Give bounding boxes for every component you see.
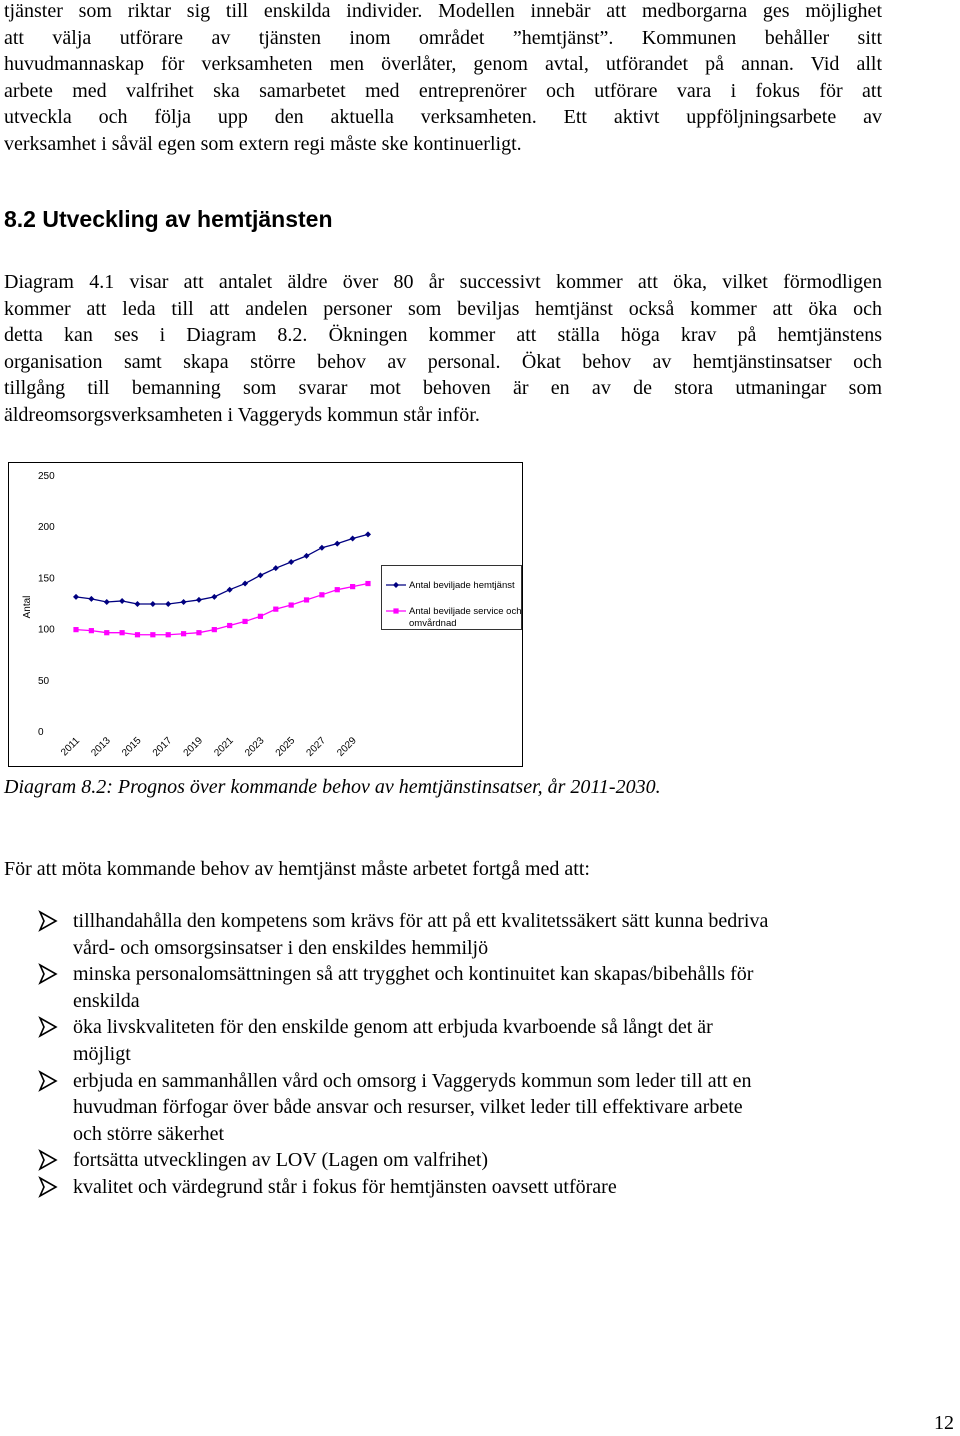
data-point (104, 630, 109, 635)
bullet-text-line: kvalitet och värdegrund står i fokus för hemtjänsten oavsett utförare (73, 1175, 617, 1198)
x-tick-label: 2019 (181, 735, 206, 759)
x-tick-label: 2015 (120, 735, 144, 759)
data-point (365, 581, 370, 586)
body-paragraph-line: tillgång till bemanning som svarar mot behoven är en av de stora utmaningar som (4, 377, 882, 400)
data-point (89, 628, 94, 633)
lead-sentence: För att möta kommande behov av hemtjänst måste arbetet fortgå med att: (4, 858, 590, 880)
figure-caption: Diagram 8.2: Prognos över kommande behov av hemtjänstinsatser, år 2011-2030. (4, 776, 661, 798)
data-point (135, 632, 140, 637)
y-tick-label: 100 (38, 624, 55, 636)
data-point (196, 630, 201, 635)
bullet-text-line: tillhandahålla den kompetens som krävs för att på ett kvalitetssäkert sätt kunna bedriva (73, 910, 769, 932)
x-tick-label: 2013 (89, 735, 113, 759)
bullet-item (0, 1174, 890, 1201)
data-point (227, 623, 232, 628)
data-point (242, 619, 247, 624)
data-point (212, 627, 217, 632)
chart-legend (382, 566, 522, 630)
data-point (319, 592, 324, 597)
data-point (73, 627, 78, 632)
body-paragraph-line: Diagram 4.1 visar att antalet äldre över 80 år successivt kommer att öka, vilket förmodligen (4, 271, 882, 293)
bullet-item (0, 1014, 890, 1067)
legend-marker (393, 608, 398, 613)
intro-paragraph-line: verksamhet i såväl egen som extern regi måste ske kontinuerligt. (4, 132, 522, 155)
bullet-list (0, 908, 890, 1201)
section-heading: 8.2 Utveckling av hemtjänsten (4, 206, 333, 232)
data-point (150, 632, 155, 637)
intro-paragraph-line: huvudmannaskap för verksamheten men överlåter, genom avtal, utförandet på annan. Vid allt (4, 53, 882, 76)
arrowhead-icon (38, 963, 58, 985)
bullet-text-line: öka livskvaliteten för den enskilde genom att erbjuda kvarboende så långt det är (73, 1016, 713, 1039)
data-point (258, 614, 263, 619)
y-axis-label: Antal (22, 595, 33, 619)
x-tick-label: 2011 (59, 735, 83, 759)
bullet-text-line: möjligt (73, 1042, 131, 1065)
chart-svg (8, 455, 528, 775)
bullet-item (0, 1147, 890, 1174)
arrowhead-icon (38, 1149, 58, 1171)
body-paragraph-line: äldreomsorgsverksamheten i Vaggeryds kommun står inför. (4, 403, 480, 426)
y-tick-label: 250 (38, 471, 55, 482)
y-tick-label: 0 (38, 727, 44, 738)
bullet-text-line: huvudman förfogar över både ansvar och resurser, vilket leder till effektivare arbete (73, 1096, 743, 1119)
bullet-text-line: erbjuda en sammanhållen vård och omsorg i Vaggeryds kommun som leder till att en (73, 1069, 752, 1092)
y-tick-label: 200 (38, 522, 55, 534)
intro-paragraph (4, 0, 882, 158)
legend-label: Antal beviljade service och omvårdnad (409, 606, 522, 629)
data-point (335, 587, 340, 592)
x-tick-label: 2029 (335, 735, 359, 759)
bullet-text-line: fortsätta utvecklingen av LOV (Lagen om valfrihet) (73, 1149, 489, 1172)
arrowhead-icon (38, 1176, 58, 1198)
y-tick-label: 150 (38, 573, 55, 585)
body-paragraph-line: organisation samt skapa större behov av personal. Ökat behov av hemtjänstinsatser och (4, 350, 882, 373)
bullet-text-line: enskilda (73, 989, 140, 1012)
line-chart (8, 455, 528, 775)
body-paragraph-line: detta kan ses i Diagram 8.2. Ökningen kommer att ställa höga krav på hemtjänstens (4, 324, 882, 347)
y-tick-label: 50 (38, 675, 50, 687)
bullet-text-line: och större säkerhet (73, 1122, 225, 1145)
intro-paragraph-line: att välja utförare av tjänsten inom området ”hemtjänst”. Kommunen behåller sitt (4, 26, 882, 49)
x-tick-label: 2027 (304, 735, 329, 759)
legend-label: Antal beviljade hemtjänst (409, 580, 515, 591)
x-tick-label: 2025 (273, 735, 298, 759)
x-tick-label: 2021 (212, 735, 236, 759)
x-tick-label: 2023 (243, 735, 267, 759)
bullet-text-line: minska personalomsättningen så att trygghet och kontinuitet kan skapas/bibehålls för (73, 963, 754, 986)
arrowhead-icon (38, 910, 58, 932)
bullet-item (0, 908, 890, 961)
intro-paragraph-line: utveckla och följa upp den aktuella verksamheten. Ett aktivt uppföljningsarbete av (4, 106, 882, 129)
data-point (304, 597, 309, 602)
data-point (350, 584, 355, 589)
bullet-text-line: vård- och omsorgsinsatser i den enskildes hemmiljö (73, 936, 489, 959)
page-number: 12 (934, 1412, 954, 1434)
data-point (273, 607, 278, 612)
bullet-item (0, 961, 890, 1014)
bullet-item (0, 1068, 890, 1148)
intro-paragraph-line: tjänster som riktar sig till enskilda individer. Modellen innebär att medborgarna ges möjlighet (4, 0, 882, 22)
body-paragraph (4, 269, 882, 429)
arrowhead-icon (38, 1070, 58, 1092)
data-point (166, 632, 171, 637)
data-point (289, 602, 294, 607)
intro-paragraph-line: arbete med valfrihet ska samarbetet med entreprenörer och utförare vara i fokus för att (4, 79, 882, 102)
data-point (120, 630, 125, 635)
x-tick-label: 2017 (150, 735, 175, 759)
body-paragraph-line: kommer att leda till att andelen personer som beviljas hemtjänst också kommer att öka och (4, 297, 882, 320)
arrowhead-icon (38, 1016, 58, 1038)
data-point (181, 631, 186, 636)
